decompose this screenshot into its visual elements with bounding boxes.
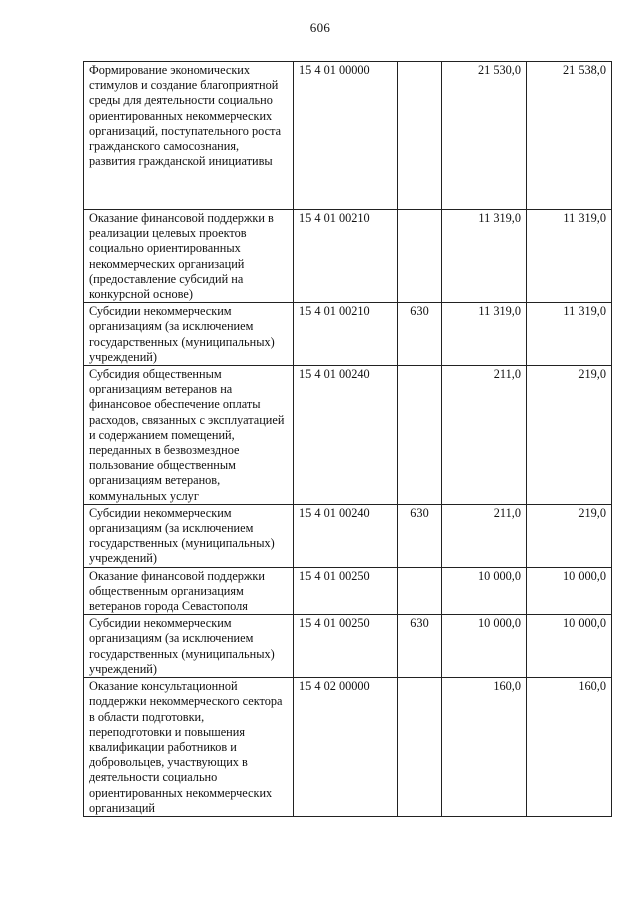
- table-row: [84, 678, 612, 817]
- row-name: Оказание финансовой поддержки в реализации целевых проектов социально ориентированных некоммерческих организаций (предоставление субсидий на конкурсной основе): [84, 210, 294, 303]
- table-row: [84, 615, 612, 678]
- row-value-2: 21 538,0: [527, 62, 612, 210]
- row-expense-type: [398, 366, 442, 505]
- row-value-1: 160,0: [442, 678, 527, 817]
- row-value-2: 11 319,0: [527, 210, 612, 303]
- row-code: 15 4 01 00240: [294, 504, 398, 567]
- row-name: Оказание финансовой поддержки общественным организациям ветеранов города Севастополя: [84, 567, 294, 615]
- row-value-1: 21 530,0: [442, 62, 527, 210]
- row-value-2: 160,0: [527, 678, 612, 817]
- row-expense-type: 630: [398, 504, 442, 567]
- row-expense-type: [398, 210, 442, 303]
- table-row: [84, 504, 612, 567]
- row-expense-type: [398, 62, 442, 210]
- row-name: Субсидия общественным организациям ветеранов на финансовое обеспечение оплаты расходов, связанных с эксплуатацией и содержанием помещений, переданных в безвозмездное пользование общественным организациям ветеранов, коммунальных услуг: [84, 366, 294, 505]
- row-name: Формирование экономических стимулов и создание благоприятной среды для деятельности социально ориентированных некоммерческих организаций, поступательного роста гражданского самосознания, развития гражданской инициативы: [84, 62, 294, 210]
- row-code: 15 4 01 00000: [294, 62, 398, 210]
- row-expense-type: 630: [398, 303, 442, 366]
- row-value-2: 219,0: [527, 504, 612, 567]
- row-code: 15 4 01 00250: [294, 567, 398, 615]
- row-code: 15 4 01 00240: [294, 366, 398, 505]
- row-value-1: 11 319,0: [442, 303, 527, 366]
- row-expense-type: 630: [398, 615, 442, 678]
- row-code: 15 4 02 00000: [294, 678, 398, 817]
- table-row: [84, 62, 612, 210]
- table-row: [84, 210, 612, 303]
- row-code: 15 4 01 00210: [294, 210, 398, 303]
- budget-table: [83, 61, 612, 817]
- row-value-1: 211,0: [442, 366, 527, 505]
- table-row: [84, 567, 612, 615]
- row-value-1: 211,0: [442, 504, 527, 567]
- row-value-2: 10 000,0: [527, 567, 612, 615]
- row-value-2: 10 000,0: [527, 615, 612, 678]
- row-name: Субсидии некоммерческим организациям (за исключением государственных (муниципальных) учреждений): [84, 303, 294, 366]
- row-value-1: 10 000,0: [442, 567, 527, 615]
- table-row: [84, 366, 612, 505]
- row-name: Оказание консультационной поддержки некоммерческого сектора в области подготовки, переподготовки и повышения квалификации работников и добровольцев, участвующих в деятельности социально ориентированных некоммерческих организаций: [84, 678, 294, 817]
- row-value-1: 10 000,0: [442, 615, 527, 678]
- row-code: 15 4 01 00250: [294, 615, 398, 678]
- row-value-2: 219,0: [527, 366, 612, 505]
- row-expense-type: [398, 567, 442, 615]
- page-number: 606: [309, 20, 331, 35]
- row-name: Субсидии некоммерческим организациям (за исключением государственных (муниципальных) учреждений): [84, 504, 294, 567]
- row-name: Субсидии некоммерческим организациям (за исключением государственных (муниципальных) учреждений): [84, 615, 294, 678]
- table-row: [84, 303, 612, 366]
- row-value-2: 11 319,0: [527, 303, 612, 366]
- row-value-1: 11 319,0: [442, 210, 527, 303]
- row-code: 15 4 01 00210: [294, 303, 398, 366]
- row-expense-type: [398, 678, 442, 817]
